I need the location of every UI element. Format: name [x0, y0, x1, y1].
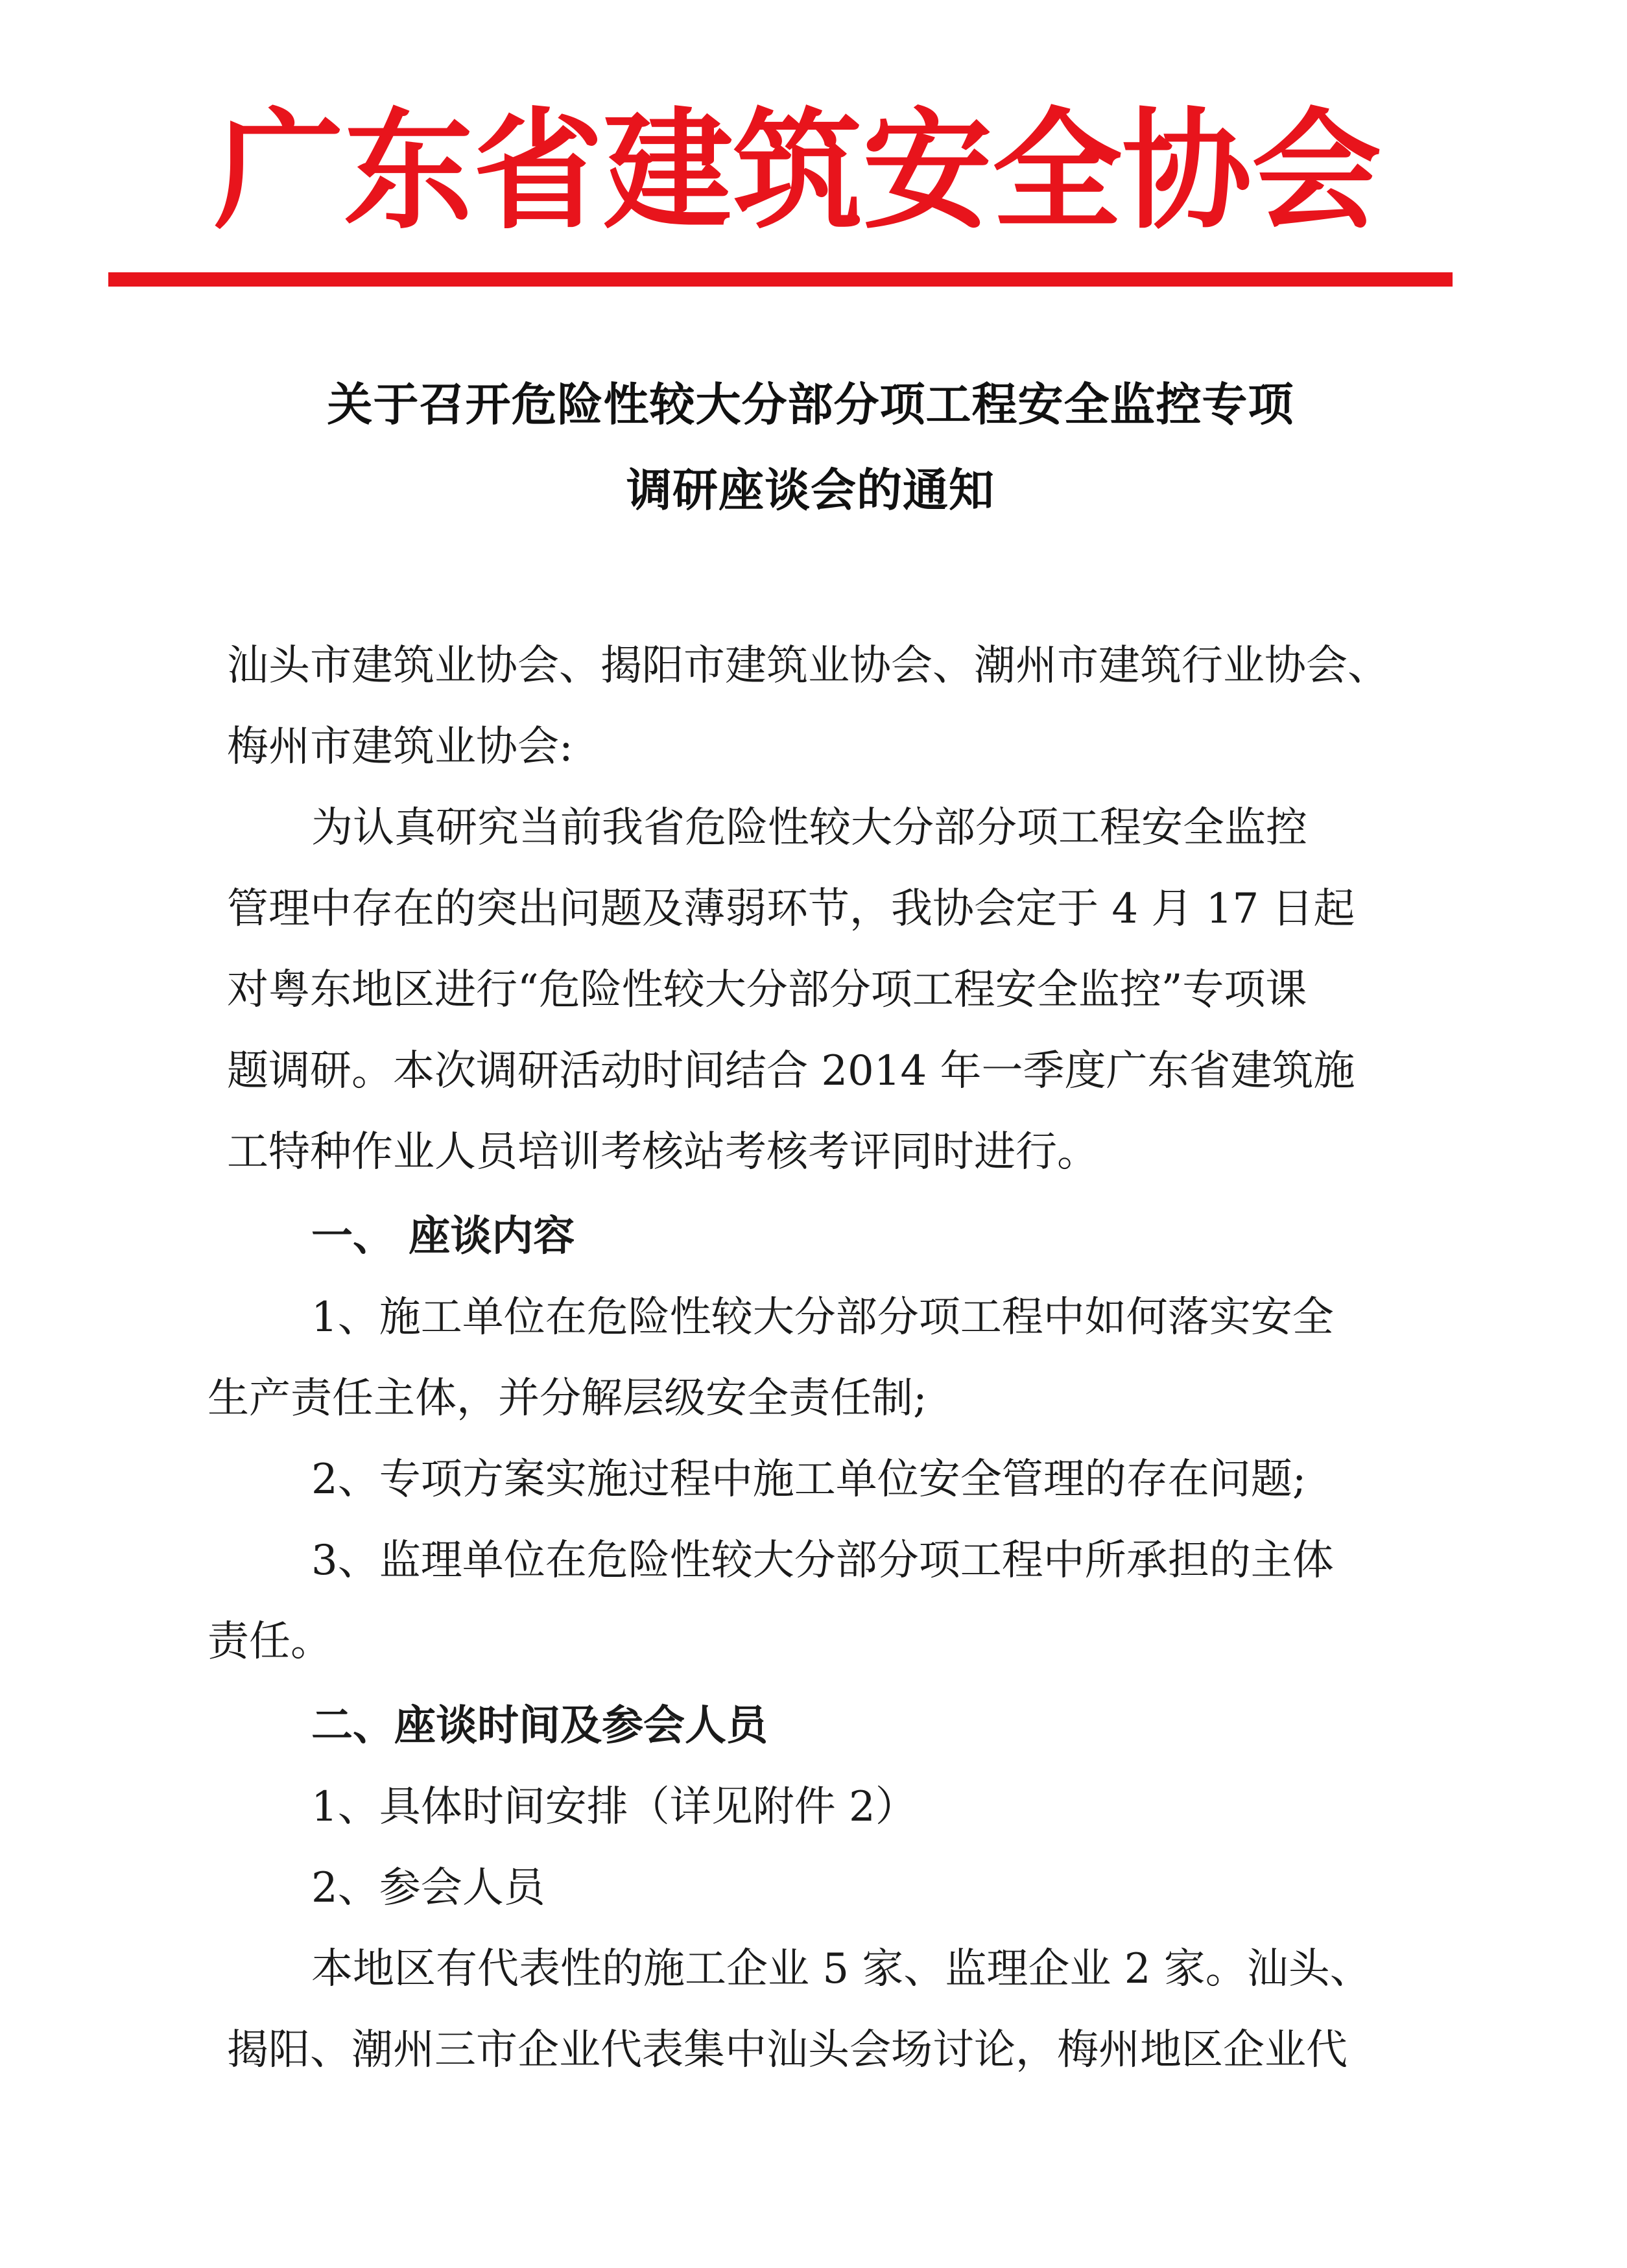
- intro-line-2: 管理中存在的突出问题及薄弱环节，我协会定于 4 月 17 日起: [227, 885, 1355, 933]
- document-title-line-2: 调研座谈会的通知: [626, 464, 995, 517]
- section-1-item-1-line-2: 生产责任主体，并分解层级安全责任制;: [208, 1375, 927, 1423]
- section-1-item-2: 2、专项方案实施过程中施工单位安全管理的存在问题;: [311, 1456, 1307, 1504]
- intro-line-1: 为认真研究当前我省危险性较大分部分项工程安全监控: [311, 804, 1307, 852]
- section-1-item-3-line-2: 责任。: [208, 1618, 332, 1666]
- section-2-paragraph-line-1: 本地区有代表性的施工企业 5 家、监理企业 2 家。汕头、: [311, 1945, 1372, 1993]
- letterhead-red-rule: [108, 272, 1453, 287]
- letterhead-char: 东: [344, 96, 474, 247]
- letterhead-char: 省: [473, 96, 604, 247]
- section-1-item-3-line-1: 3、监理单位在危险性较大分部分项工程中所承担的主体: [311, 1537, 1334, 1585]
- section-1-item-1-line-1: 1、施工单位在危险性较大分部分项工程中如何落实安全: [311, 1293, 1334, 1341]
- section-2-item-1: 1、具体时间安排（详见附件 2）: [311, 1783, 917, 1831]
- intro-line-3: 对粤东地区进行“危险性较大分部分项工程安全监控”专项课: [227, 966, 1307, 1014]
- recipients-line-1: [227, 637, 1388, 695]
- letterhead-char: 全: [992, 96, 1122, 247]
- intro-line-5: 工特种作业人员培训考核站考核考评同时进行。: [227, 1128, 1099, 1176]
- recipients-text: 汕头市建筑业协会、揭阳市建筑业协会、潮州市建筑行业协会、: [227, 642, 1389, 690]
- letterhead-char: 建: [603, 96, 733, 247]
- letterhead-char: 协: [1122, 96, 1252, 247]
- section-2-heading: 二、座谈时间及参会人员: [311, 1702, 768, 1750]
- letterhead-char: 筑: [733, 96, 863, 247]
- section-2-item-2: 2、参会人员: [311, 1864, 545, 1912]
- letterhead-org-name: [214, 96, 1382, 247]
- letterhead-char: 会: [1252, 96, 1382, 247]
- document-title-line-1: 关于召开危险性较大分部分项工程安全监控专项: [327, 378, 1294, 431]
- letterhead-char: 安: [862, 96, 993, 247]
- section-2-paragraph-line-2: 揭阳、潮州三市企业代表集中汕头会场讨论，梅州地区企业代: [227, 2026, 1348, 2074]
- intro-line-4: 题调研。本次调研活动时间结合 2014 年一季度广东省建筑施: [227, 1047, 1355, 1095]
- letterhead-char: 广: [214, 96, 344, 247]
- section-1-heading: 一、 座谈内容: [311, 1212, 575, 1260]
- recipients-line-2: 梅州市建筑业协会:: [227, 723, 573, 771]
